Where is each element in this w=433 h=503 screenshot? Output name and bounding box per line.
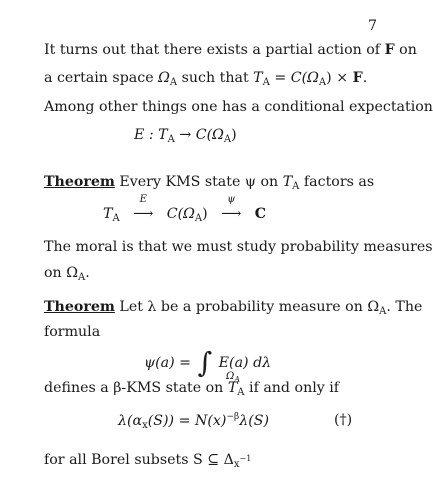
theorem-2-statement: Theorem Let λ be a probability measure on $\Omega_A$. The xyxy=(44,299,423,317)
paragraph-1-line-1: It turns out that there exists a partial action of F on xyxy=(44,42,417,58)
equation-kms-condition: $\lambda(\alpha_x(S)) = N(x)^{-\beta}\lambda(S)$ xyxy=(118,412,270,431)
paragraph-3-line-2: on $\Omega_A$. xyxy=(44,265,90,283)
paragraph-4: defines a β-KMS state on $T_A$ if and only if xyxy=(44,380,340,398)
equation-integral: ψ(a) = ∫ E(a) dλ xyxy=(144,346,272,379)
equation-conditional-expectation: E : $T_A \to C(\Omega_A)$ xyxy=(134,127,237,145)
paragraph-2: Among other things one has a conditional expectation xyxy=(44,99,433,115)
arrow-E: E ⟶ xyxy=(133,194,154,222)
theorem-1-label: Theorem xyxy=(44,174,115,190)
paragraph-1-line-2: a certain space $\Omega_A$ such that $T_A = C(\Omega_A) \times F$. xyxy=(44,70,368,88)
paragraph-5: for all Borel subsets S ⊆ $\Delta_{x^{-1}}$ xyxy=(44,452,252,470)
theorem-2-line-2: formula xyxy=(44,324,101,340)
integral-domain: $\Omega_A$ xyxy=(226,371,241,384)
equation-tag: (†) xyxy=(334,412,353,428)
paragraph-3-line-1: The moral is that we must study probability measures xyxy=(44,239,433,255)
equation-factorization: $T_A$ E ⟶ $C(\Omega_A)$ ψ ⟶ C xyxy=(103,194,266,224)
arrow-psi: ψ ⟶ xyxy=(221,194,242,222)
theorem-1-statement: Theorem Every KMS state ψ on $T_A$ factors as xyxy=(44,174,375,192)
page-number: 7 xyxy=(368,18,378,34)
theorem-2-label: Theorem xyxy=(44,299,115,315)
